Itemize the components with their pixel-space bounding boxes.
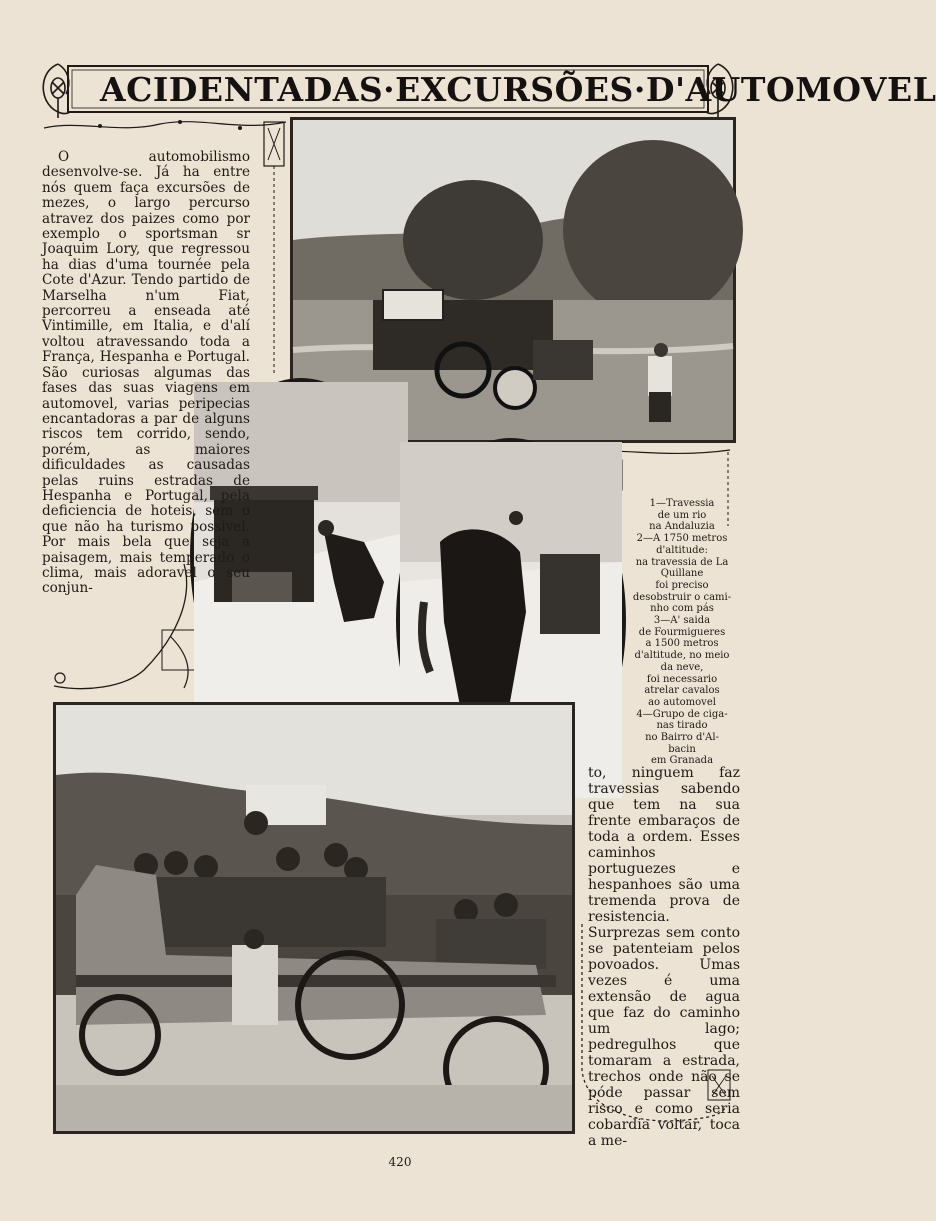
caption-line: na travessia de La <box>635 556 729 568</box>
caption-line: da neve, <box>660 661 704 673</box>
vine-ornament-vertical <box>258 118 292 378</box>
caption-line: na Andaluzia <box>649 521 715 533</box>
body-paragraph-left: O automobilismo desenvolve-se. Já ha entre nós quem faça excursões de mezes, o largo percurso atravez dos paizes como por exemplo o sportsman sr Joaquim Lory, que regressou ha dias d'uma tournée pela Cote d'Azur. Tendo partido de Marselha n'um Fiat, percorreu a enseada até Vintimille, em Italia, e d'alí voltou atravessando toda a França, Hespanha e Portugal. São curiosas algumas das fases das suas viagens em automovel, varias peripecias encantadoras a par de alguns riscos tem corrido, sendo, porém, as maiores dificuldades as causadas pelas ruins estradas de Hespanha e Portugal, pela deficiencia de hoteis, sem o que não ha turismo possivel. Por mais bela que seja a paisagem, mais temperado o clima, mais adoravel o seu conjun- <box>42 149 250 597</box>
caption-line: 1—Travessia <box>649 498 715 509</box>
caption-line: bacin <box>668 743 696 755</box>
caption-line: d'altitude, no meio <box>634 650 730 662</box>
caption-line: a 1500 metros <box>645 638 719 650</box>
caption-line: desobstruir o cami- <box>632 591 732 603</box>
caption-line: em Granada <box>650 755 714 767</box>
caption-line: Quillane <box>660 568 704 580</box>
body-paragraph-right: to, ninguem faz travessias sabendo que tem na sua frente embaraços de toda a ordem. Esses caminhos portuguezes e hespanhoes são uma tremenda prova de resistencia. Surprezas sem conto se patenteiam pelos povoados. Umas vezes é uma extensão de agua que faz do caminho um lago; pedregulhos que tomaram a estrada, trechos onde não se póde passar sem risco e como seria cobardia voltar, toca a me- <box>588 765 740 1149</box>
page-number: 420 <box>388 1155 412 1169</box>
article-title: ACIDENTADAS·EXCURSÕES·D'AUTOMOVEL <box>100 70 936 109</box>
caption-line: nas tirado <box>656 720 708 732</box>
caption-line: ao automovel <box>648 696 716 708</box>
caption-line: de Fourmigueres <box>638 626 726 638</box>
caption-line: atrelar cavalos <box>644 685 720 697</box>
caption-line: no Bairro d'Al- <box>645 732 719 744</box>
caption-line: 3—A' saida <box>653 615 711 627</box>
caption-line: 2—A 1750 metros <box>636 533 728 545</box>
caption-line: de um rio <box>657 509 707 521</box>
caption-line: nho com pás <box>650 603 714 615</box>
article-body-left <box>42 150 250 650</box>
article-body-right <box>588 765 740 1149</box>
caption-line: foi preciso <box>655 579 709 591</box>
photo-caption <box>612 498 752 767</box>
photo-gypsy-group <box>53 702 575 1134</box>
caption-line: foi necessario <box>646 673 718 685</box>
caption-line: d'altitude: <box>656 544 708 556</box>
caption-line: 4—Grupo de ciga- <box>636 708 728 720</box>
vine-ornament <box>40 110 290 140</box>
